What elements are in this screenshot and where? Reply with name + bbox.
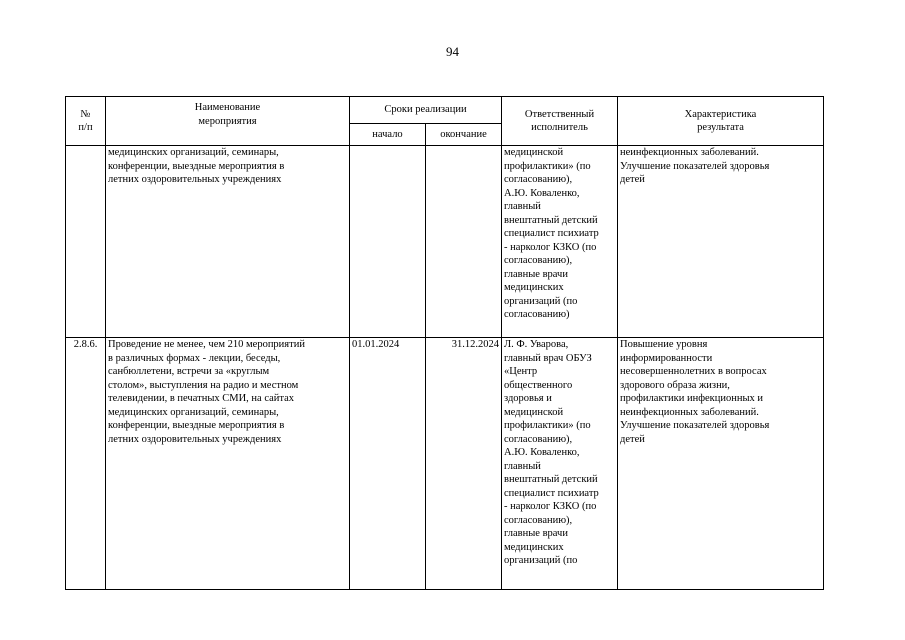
plan-table <box>65 96 824 590</box>
table-row <box>66 146 824 338</box>
row-end: 31.12.2024 <box>426 338 502 590</box>
header-name: Наименование мероприятия <box>106 97 350 146</box>
row-num: 2.8.6. <box>66 338 106 590</box>
page-number: 94 <box>446 44 459 59</box>
header-result: Характеристика результата <box>618 97 824 146</box>
row-result: Повышение уровня информированности несовершеннолетних в вопросах здорового образа жизни, профилактики инфекционных и неинфекционных заболеваний. Улучшение показателей здоровья детей <box>618 338 824 590</box>
row-result: неинфекционных заболеваний. Улучшение показателей здоровья детей <box>618 146 824 338</box>
row-name: медицинских организаций, семинары, конференции, выездные мероприятия в летних оздоровительных учреждениях <box>106 146 350 338</box>
header-end: окончание <box>426 124 502 146</box>
header-start: начало <box>350 124 426 146</box>
header-period: Сроки реализации <box>350 97 502 124</box>
row-executor: Л. Ф. Уварова, главный врач ОБУЗ «Центр общественного здоровья и медицинской профилактики» (по согласованию), А.Ю. Коваленко, главный внештатный детский специалист психиатр - нарколог КЗКО (по согласованию), главные врачи медицинских организаций (по <box>502 338 618 590</box>
row-start <box>350 146 426 338</box>
row-start: 01.01.2024 <box>350 338 426 590</box>
row-end <box>426 146 502 338</box>
row-num <box>66 146 106 338</box>
header-row <box>66 97 824 124</box>
table-row <box>66 338 824 590</box>
row-name: Проведение не менее, чем 210 мероприятий в различных формах - лекции, беседы, санбюллетени, встречи за «круглым столом», выступления на радио и местном телевидении, в печатных СМИ, на сайтах медицинских организаций, семинары, конференции, выездные мероприятия в летних оздоровительных учреждениях <box>106 338 350 590</box>
header-num: № п/п <box>66 97 106 146</box>
row-executor: медицинской профилактики» (по согласованию), А.Ю. Коваленко, главный внештатный детский специалист психиатр - нарколог КЗКО (по согласованию), главные врачи медицинских организаций (по согласованию) <box>502 146 618 338</box>
header-executor: Ответственный исполнитель <box>502 97 618 146</box>
